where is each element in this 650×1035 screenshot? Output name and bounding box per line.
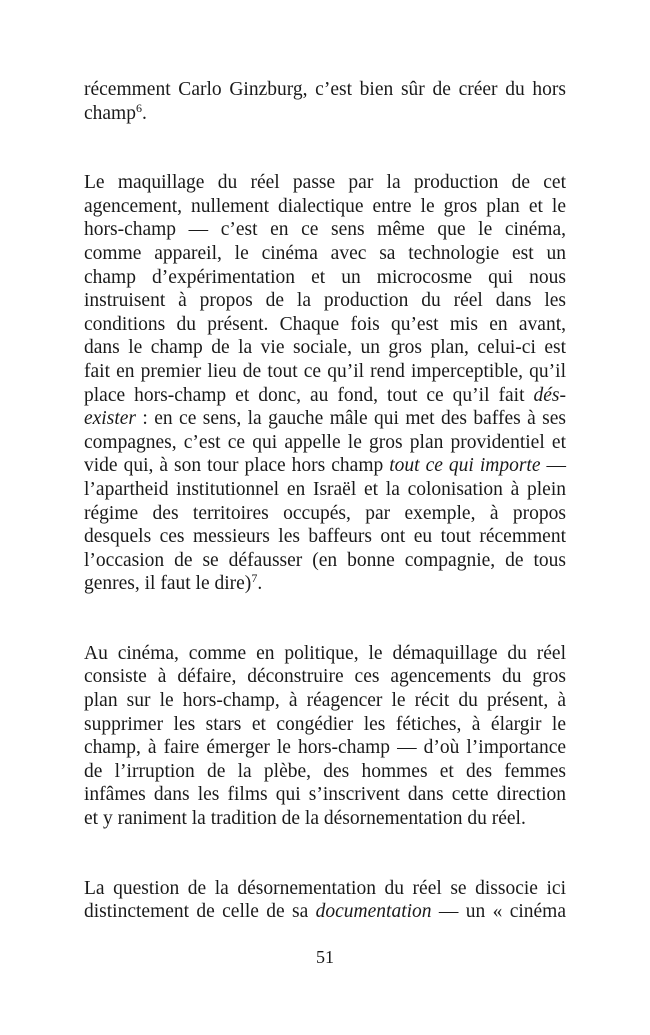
text-run: desquels ces messieurs les baffeurs ont eu tout récemment — [84, 526, 566, 548]
text-line — [84, 384, 566, 408]
text-line — [84, 807, 566, 831]
text-run: infâmes dans les films qui s’inscrivent dans cette direction — [84, 784, 566, 806]
text-run: distinctement de celle de sa — [84, 901, 316, 923]
text-line — [84, 313, 566, 337]
text-run: fait en premier lieu de tout ce qu’il rend imperceptible, qu’il — [84, 360, 566, 382]
text-run: champ, à faire émerger le hors-champ — d’où l’importance — [84, 737, 566, 759]
text-line — [84, 783, 566, 807]
text-line — [84, 407, 566, 431]
text-line — [84, 195, 566, 219]
text-run: Au cinéma, comme en politique, le démaquillage du réel — [84, 642, 566, 664]
text-line — [84, 665, 566, 689]
text-line — [84, 171, 566, 195]
text-line — [84, 525, 566, 549]
text-line — [84, 642, 566, 666]
paragraph-3 — [84, 642, 566, 831]
text-run: La question de la désornementation du réel se dissocie ici — [84, 877, 566, 899]
text-line — [84, 289, 566, 313]
text-run: champ — [84, 102, 136, 124]
text-run: l’apartheid institutionnel en Israël et la colonisation à plein — [84, 478, 566, 500]
italic-text: exister — [84, 408, 136, 430]
text-run: récemment Carlo Ginzburg, c’est bien sûr de créer du hors — [84, 79, 566, 100]
text-line — [84, 336, 566, 360]
text-run: — — [540, 455, 567, 477]
paragraph-1 — [84, 78, 566, 125]
text-line — [84, 736, 566, 760]
text-line — [84, 218, 566, 242]
text-run: compagnes, c’est ce qui appelle le gros plan providentiel et — [84, 431, 566, 453]
text-line — [84, 900, 566, 924]
text-run: : en ce sens, la gauche mâle qui met des baffes à ses — [135, 408, 566, 430]
text-line — [84, 266, 566, 290]
text-run: consiste à défaire, déconstruire ces agencements du gros — [84, 666, 566, 688]
text-line — [84, 78, 566, 102]
text-line — [84, 713, 566, 737]
italic-text: tout ce qui importe — [389, 455, 541, 477]
text-run: . — [141, 102, 147, 124]
text-line — [84, 431, 566, 455]
text-run: l’occasion de se défausser (en bonne compagnie, de tous — [84, 549, 566, 571]
text-line — [84, 242, 566, 266]
text-run: hors-champ — c’est en ce sens même que le cinéma, — [84, 219, 566, 241]
text-line — [84, 478, 566, 502]
text-line — [84, 689, 566, 713]
page-body — [84, 78, 566, 924]
text-run: . — [257, 573, 263, 595]
footnote-ref: 6 — [135, 100, 142, 115]
text-line — [84, 102, 566, 126]
text-run: Le maquillage du réel passe par la production de cet — [84, 172, 566, 194]
text-run: vide qui, à son tour place hors champ — [84, 455, 390, 477]
text-line — [84, 760, 566, 784]
text-run: — un « cinéma — [431, 901, 566, 923]
text-run: place hors-champ et donc, au fond, tout ce qu’il fait — [84, 384, 534, 406]
text-run: supprimer les stars et congédier les fétiches, à élargir le — [84, 713, 566, 735]
text-run: instruisent à propos de la production du réel dans les — [84, 290, 566, 312]
footnote-ref: 7 — [251, 571, 258, 586]
text-line — [84, 572, 566, 596]
text-run: dans le champ de la vie sociale, un gros plan, celui-ci est — [84, 337, 566, 359]
text-line — [84, 549, 566, 573]
paragraph-2 — [84, 171, 566, 596]
text-run: de l’irruption de la plèbe, des hommes et des femmes — [84, 760, 566, 782]
italic-text: documentation — [315, 901, 432, 923]
text-run: genres, il faut le dire) — [84, 573, 252, 595]
text-run: champ d’expérimentation et un microcosme qui nous — [84, 266, 566, 288]
text-run: et y raniment la tradition de la désornementation du réel. — [84, 808, 526, 830]
page-number: 51 — [316, 947, 334, 967]
text-run: conditions du présent. Chaque fois qu’est mis en avant, — [84, 313, 566, 335]
text-line — [84, 454, 566, 478]
text-line — [84, 877, 566, 901]
text-line — [84, 502, 566, 526]
text-line — [84, 360, 566, 384]
paragraph-4 — [84, 877, 566, 924]
italic-text: dés- — [533, 384, 566, 406]
text-run: régime des territoires occupés, par exemple, à propos — [84, 502, 566, 524]
text-run: plan sur le hors-champ, à réagencer le récit du présent, à — [84, 690, 566, 712]
text-run: comme appareil, le cinéma avec sa technologie est un — [84, 242, 566, 264]
text-run: agencement, nullement dialectique entre le gros plan et le — [84, 195, 566, 217]
